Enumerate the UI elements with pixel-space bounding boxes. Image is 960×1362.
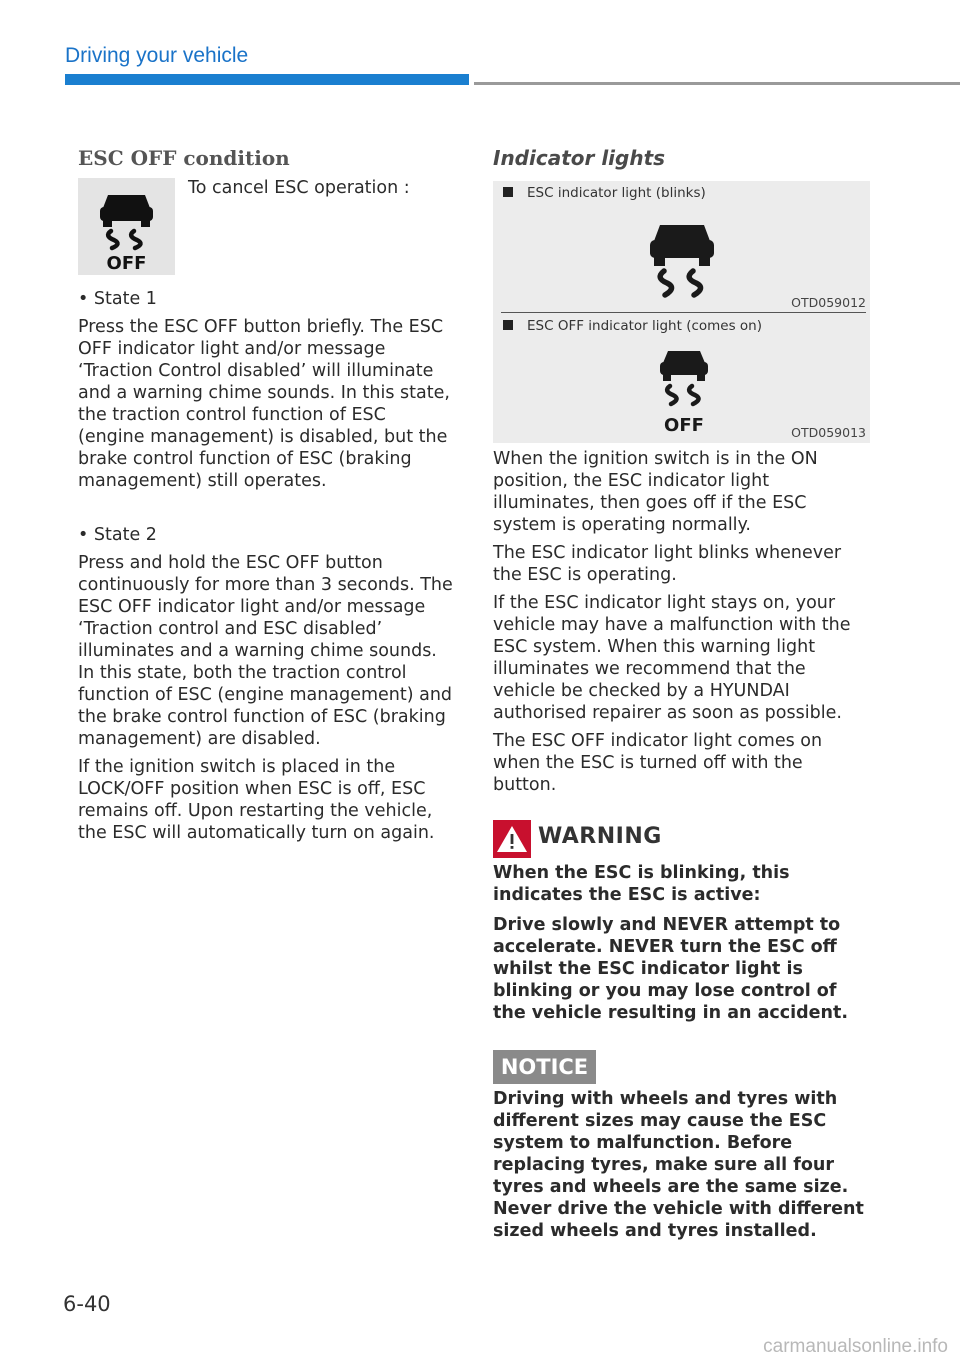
bullet-square-icon: [503, 320, 513, 330]
left-body-text: [78, 288, 456, 850]
cancel-instruction: To cancel ESC operation :: [188, 178, 410, 198]
state-2-label: • State 2: [78, 525, 157, 545]
state-2-text: Press and hold the ESC OFF button continuously for more than 3 seconds. The ESC OFF indicator light and/or message ‘Traction control and ESC disabled’ illuminates and a warning chime sounds. In this state, both the traction control function of ESC (engine management) and the brake control function of ESC (braking management) are disabled.: [78, 553, 453, 749]
warning-line-2: Drive slowly and NEVER attempt to accelerate. NEVER turn the ESC off whilst the ESC indicator light is blinking or you may lose control of the vehicle resulting in an accident.: [493, 915, 848, 1023]
paragraph-stays-on: If the ESC indicator light stays on, your vehicle may have a malfunction with the ESC system. When this warning light illuminates we recommend that the vehicle be checked by a HYUNDAI authorised repairer as soon as possible.: [493, 593, 851, 723]
esc-indicator-icon: [646, 221, 718, 301]
esc-off-icon-label: OFF: [106, 253, 147, 274]
paragraph-ignition: When the ignition switch is in the ON position, the ESC indicator light illuminates, then goes off if the ESC system is operating normally.: [493, 449, 818, 535]
header-divider-line: [474, 82, 960, 85]
notice-body: [493, 1088, 870, 1242]
right-column: [493, 146, 870, 1241]
section-header-title: Driving your vehicle: [65, 44, 249, 67]
figure-divider: [501, 312, 866, 313]
right-body-text: [493, 448, 870, 802]
header-accent-bar: [65, 74, 469, 85]
notice-text: Driving with wheels and tyres with different sizes may cause the ESC system to malfunction. Before replacing tyres, make sure all four tyres and wheels are the same size. Never drive the vehicle with different sized wheels and tyres installed.: [493, 1089, 864, 1241]
paragraph-esc-off: The ESC OFF indicator light comes on when the ESC is turned off with the button.: [493, 731, 823, 795]
warning-line-1: When the ESC is blinking, this indicates the ESC is active:: [493, 863, 790, 905]
state-1-text: Press the ESC OFF button briefly. The ESC OFF indicator light and/or message ‘Traction Control disabled’ will illuminate and a warning chime sounds. In this state, the traction control function of ESC (engine management) is disabled, but the brake control function of ESC (braking management) still operates.: [78, 317, 450, 491]
esc-off-indicator-icon: [656, 347, 712, 437]
esc-off-condition-heading: ESC OFF condition: [78, 146, 290, 170]
watermark: carmanualsonline.info: [763, 1336, 948, 1357]
lock-off-text: If the ignition switch is placed in the LOCK/OFF position when ESC is off, ESC remains off. Upon restarting the vehicle, the ESC will automatically turn on again.: [78, 757, 435, 843]
warning-label: WARNING: [538, 824, 662, 849]
figure-code-2: OTD059013: [791, 425, 866, 440]
page-number: 6-40: [63, 1292, 111, 1316]
warning-body: [493, 862, 870, 1032]
state-1-label: • State 1: [78, 289, 157, 309]
esc-off-icon: [78, 178, 175, 275]
left-column: [78, 146, 456, 843]
paragraph-blinks: The ESC indicator light blinks whenever the ESC is operating.: [493, 543, 842, 585]
figure-caption-1: ESC indicator light (blinks): [503, 185, 706, 201]
esc-off-indicator-label: OFF: [664, 415, 704, 436]
figure-caption-2: ESC OFF indicator light (comes on): [503, 318, 762, 334]
warning-triangle-icon: [493, 820, 531, 858]
figure-code-1: OTD059012: [791, 295, 866, 310]
indicator-lights-heading: Indicator lights: [493, 146, 666, 170]
bullet-square-icon: [503, 187, 513, 197]
notice-label: NOTICE: [493, 1050, 596, 1084]
indicator-figure-panel: [493, 181, 870, 443]
